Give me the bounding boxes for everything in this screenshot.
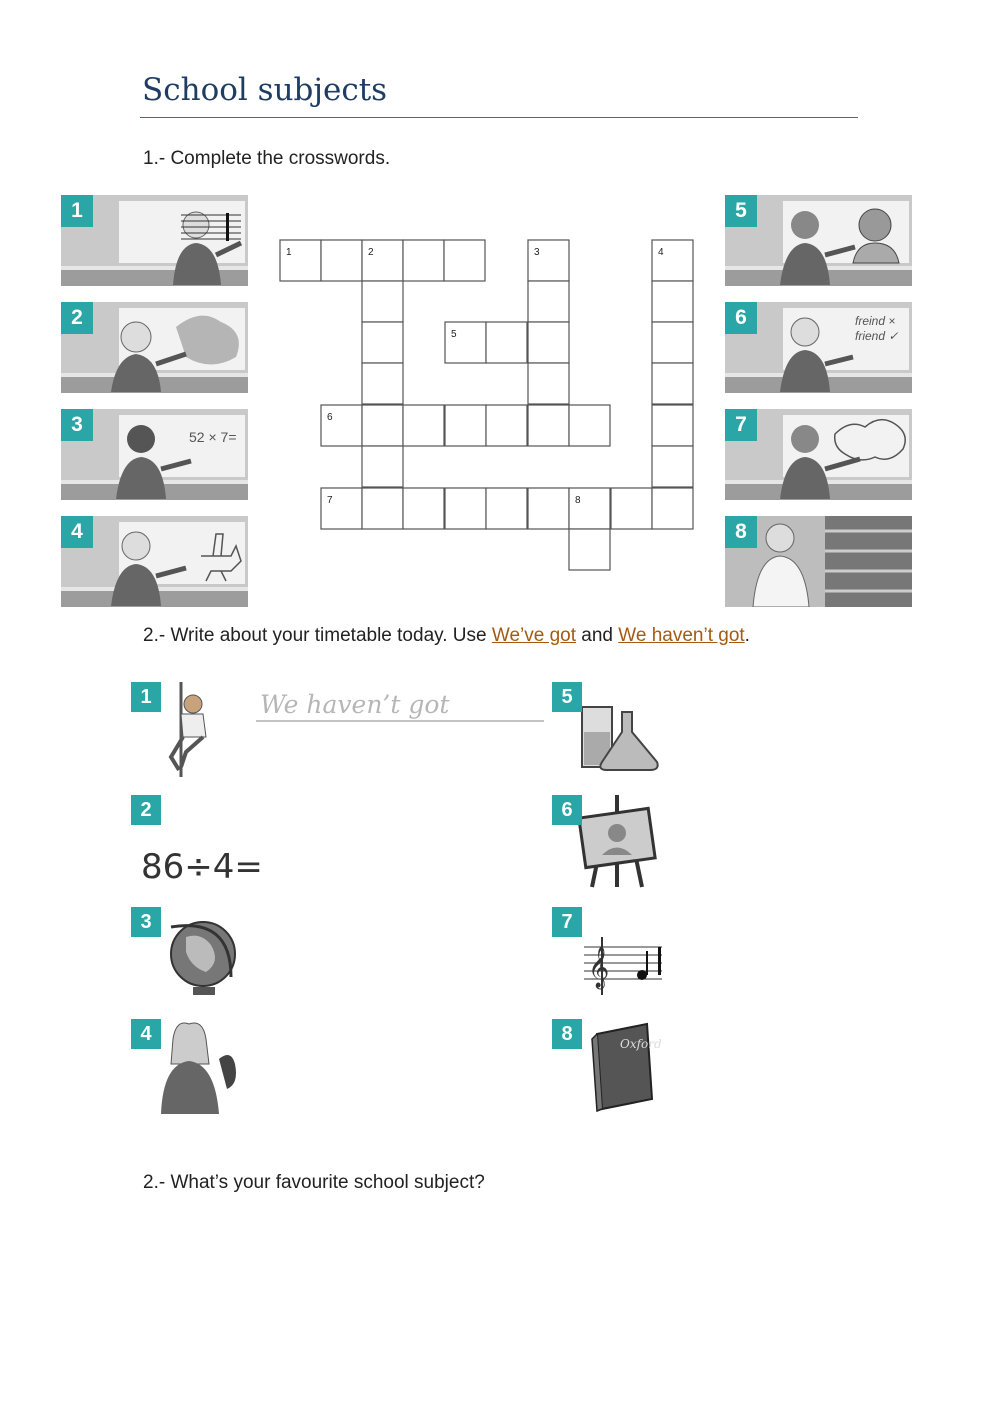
picture-badge-1: 1 bbox=[61, 195, 93, 227]
picture-badge-4: 4 bbox=[61, 516, 93, 548]
example-answer-line[interactable] bbox=[256, 690, 544, 722]
svg-text:𝄞: 𝄞 bbox=[588, 947, 610, 988]
timetable-badge-6: 6 bbox=[552, 795, 582, 825]
weve-got-link[interactable]: We’ve got bbox=[491, 625, 576, 646]
clue-number-2: 2 bbox=[368, 247, 374, 258]
timetable-item-5 bbox=[552, 682, 672, 774]
exercise2-prefix: 2.- Write about your timetable today. Use bbox=[143, 625, 492, 646]
clue-number-1: 1 bbox=[286, 247, 292, 258]
picture-4 bbox=[61, 516, 248, 607]
timetable-item-3 bbox=[131, 907, 251, 999]
example-answer: We haven’t got bbox=[260, 690, 450, 719]
picture-7 bbox=[725, 409, 912, 500]
timetable-item-6 bbox=[552, 795, 672, 887]
timetable-badge-1: 1 bbox=[131, 682, 161, 712]
clue-number-7: 7 bbox=[327, 495, 333, 506]
timetable-item-2 bbox=[131, 795, 263, 887]
picture-8 bbox=[725, 516, 912, 607]
picture-3 bbox=[61, 409, 248, 500]
clue-number-8: 8 bbox=[575, 495, 581, 506]
crossword-svg bbox=[270, 235, 710, 580]
timetable-item-1 bbox=[131, 682, 251, 774]
picture-badge-2: 2 bbox=[61, 302, 93, 334]
picture-badge-6: 6 bbox=[725, 302, 757, 334]
exercise2-middle: and bbox=[576, 625, 619, 646]
clue-number-6: 6 bbox=[327, 412, 333, 423]
picture-5 bbox=[725, 195, 912, 286]
division-sum-icon: 86÷4= bbox=[141, 847, 263, 887]
exercise3-instruction: 2.- What’s your favourite school subject? bbox=[143, 1172, 485, 1193]
timetable-badge-2: 2 bbox=[131, 795, 161, 825]
picture-badge-3: 3 bbox=[61, 409, 93, 441]
timetable-badge-3: 3 bbox=[131, 907, 161, 937]
answer-underline bbox=[256, 720, 544, 722]
picture-6 bbox=[725, 302, 912, 393]
exercise2-suffix: . bbox=[744, 625, 750, 646]
book-label: Oxford bbox=[620, 1037, 662, 1051]
timetable-badge-4: 4 bbox=[131, 1019, 161, 1049]
title-divider bbox=[140, 117, 858, 118]
exercise1-instruction: 1.- Complete the crosswords. bbox=[143, 148, 391, 169]
spelling-text-2: friend ✓ bbox=[855, 329, 899, 343]
timetable-badge-5: 5 bbox=[552, 682, 582, 712]
crossword-grid[interactable] bbox=[270, 235, 710, 585]
timetable-badge-7: 7 bbox=[552, 907, 582, 937]
maths-sum-text: 52 × 7= bbox=[189, 429, 237, 445]
timetable-item-8 bbox=[552, 1019, 672, 1111]
picture-badge-8: 8 bbox=[725, 516, 757, 548]
picture-2 bbox=[61, 302, 248, 393]
clue-number-4: 4 bbox=[658, 247, 664, 258]
we-havent-got-link[interactable]: We haven’t got bbox=[618, 625, 745, 646]
spelling-text-1: freind × bbox=[855, 314, 896, 328]
clue-number-5: 5 bbox=[451, 329, 457, 340]
timetable-item-7 bbox=[552, 907, 672, 999]
timetable-item-4 bbox=[131, 1019, 251, 1111]
exercise2-instruction bbox=[143, 625, 750, 647]
picture-badge-5: 5 bbox=[725, 195, 757, 227]
picture-badge-7: 7 bbox=[725, 409, 757, 441]
picture-1 bbox=[61, 195, 248, 286]
timetable-badge-8: 8 bbox=[552, 1019, 582, 1049]
page-title: School subjects bbox=[142, 72, 388, 108]
clue-number-3: 3 bbox=[534, 247, 540, 258]
